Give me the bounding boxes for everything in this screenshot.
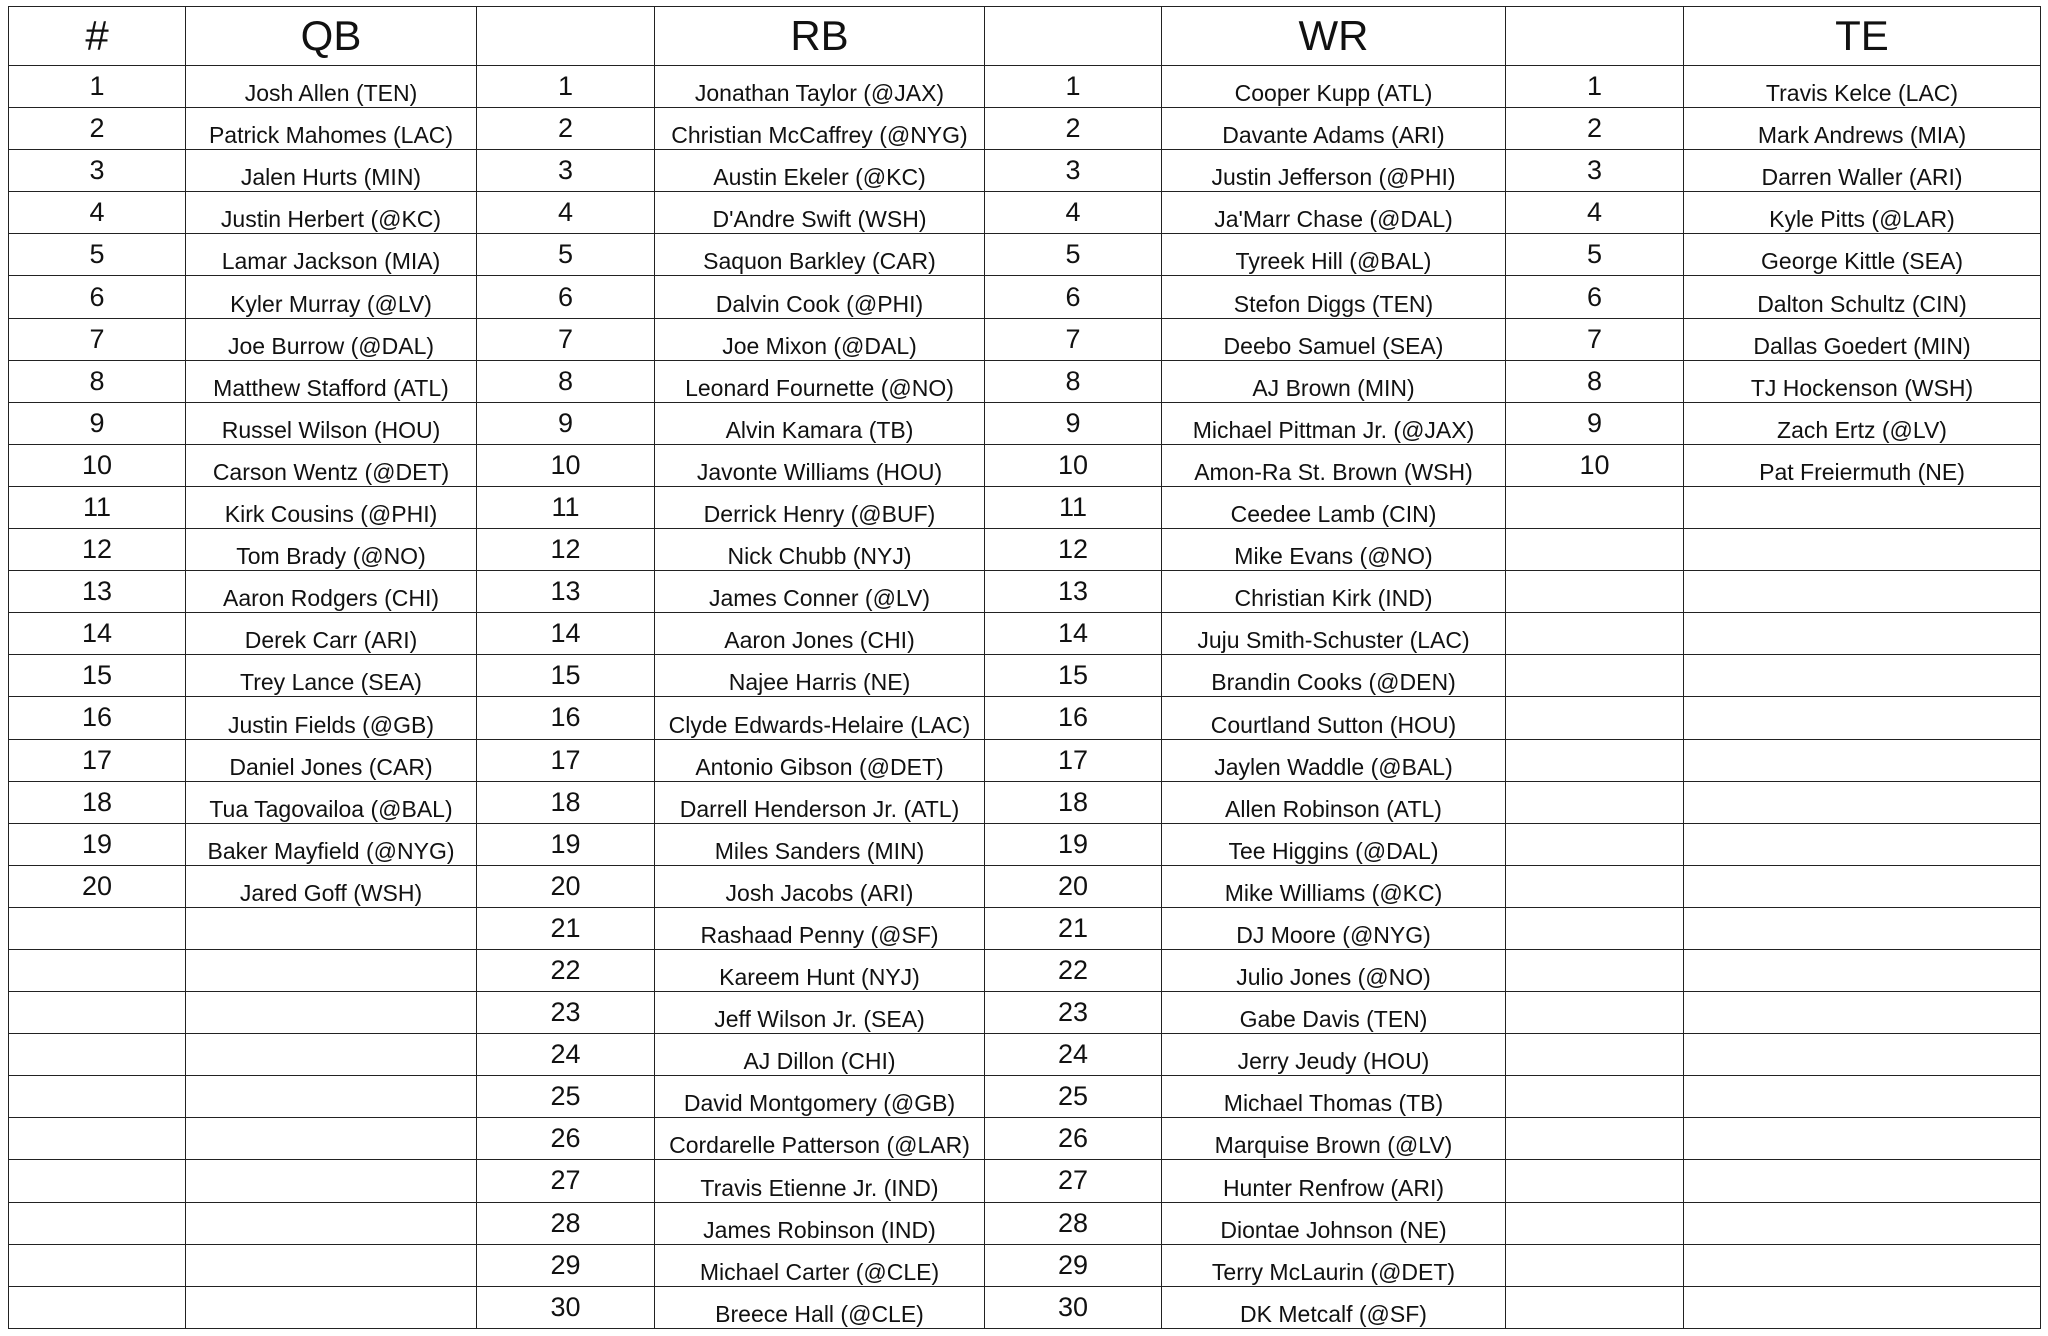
te-rank-cell[interactable] [1506, 823, 1684, 865]
rb-rank-cell[interactable]: 6 [477, 276, 655, 318]
table-row [9, 150, 2041, 192]
rb-rank-cell[interactable]: 20 [477, 865, 655, 907]
te-rank-cell[interactable] [1506, 865, 1684, 907]
wr-rank-cell[interactable]: 25 [985, 1076, 1162, 1118]
te-rank-cell[interactable]: 3 [1506, 150, 1684, 192]
qb-player-cell[interactable]: Carson Wentz (@DET) [186, 444, 477, 486]
qb-rank-cell[interactable] [9, 992, 186, 1034]
table-row [9, 276, 2041, 318]
qb-rank-cell[interactable] [9, 1160, 186, 1202]
qb-player-cell[interactable]: Joe Burrow (@DAL) [186, 318, 477, 360]
te-rank-cell[interactable] [1506, 529, 1684, 571]
table-row [9, 992, 2041, 1034]
rb-rank-cell[interactable]: 7 [477, 318, 655, 360]
rb-player-cell[interactable]: James Robinson (IND) [655, 1202, 985, 1244]
rb-rank-cell[interactable]: 2 [477, 108, 655, 150]
rb-player-cell[interactable]: Saquon Barkley (CAR) [655, 234, 985, 276]
qb-player-cell[interactable] [186, 1202, 477, 1244]
te-rank-cell[interactable] [1506, 1160, 1684, 1202]
qb-player-cell[interactable]: Daniel Jones (CAR) [186, 739, 477, 781]
header-rb-rank[interactable] [477, 7, 655, 66]
qb-rank-cell[interactable]: 13 [9, 571, 186, 613]
rb-player-cell[interactable]: Javonte Williams (HOU) [655, 444, 985, 486]
qb-player-cell[interactable] [186, 907, 477, 949]
rb-rank-cell[interactable]: 14 [477, 613, 655, 655]
te-player-cell[interactable]: TJ Hockenson (WSH) [1684, 360, 2041, 402]
te-rank-cell[interactable] [1506, 655, 1684, 697]
wr-rank-cell[interactable]: 19 [985, 823, 1162, 865]
wr-rank-cell[interactable]: 4 [985, 192, 1162, 234]
rb-player-cell[interactable]: Leonard Fournette (@NO) [655, 360, 985, 402]
te-rank-cell[interactable]: 10 [1506, 444, 1684, 486]
te-player-cell[interactable] [1684, 571, 2041, 613]
header-wr[interactable]: WR [1162, 7, 1506, 66]
wr-rank-cell[interactable]: 30 [985, 1286, 1162, 1328]
header-te-rank[interactable] [1506, 7, 1684, 66]
qb-player-cell[interactable]: Jared Goff (WSH) [186, 865, 477, 907]
rb-player-cell[interactable]: Aaron Jones (CHI) [655, 613, 985, 655]
qb-rank-cell[interactable]: 7 [9, 318, 186, 360]
rb-player-cell[interactable]: Kareem Hunt (NYJ) [655, 949, 985, 991]
te-rank-cell[interactable]: 8 [1506, 360, 1684, 402]
wr-player-cell[interactable]: Michael Thomas (TB) [1162, 1076, 1506, 1118]
rb-player-cell[interactable]: Austin Ekeler (@KC) [655, 150, 985, 192]
qb-player-cell[interactable] [186, 1160, 477, 1202]
te-rank-cell[interactable] [1506, 781, 1684, 823]
qb-rank-cell[interactable] [9, 1118, 186, 1160]
qb-rank-cell[interactable]: 10 [9, 444, 186, 486]
te-rank-cell[interactable]: 4 [1506, 192, 1684, 234]
wr-player-cell[interactable]: Brandin Cooks (@DEN) [1162, 655, 1506, 697]
rb-player-cell[interactable]: Najee Harris (NE) [655, 655, 985, 697]
qb-rank-cell[interactable]: 15 [9, 655, 186, 697]
te-player-cell[interactable] [1684, 529, 2041, 571]
rb-player-cell[interactable]: Dalvin Cook (@PHI) [655, 276, 985, 318]
qb-rank-cell[interactable]: 19 [9, 823, 186, 865]
wr-player-cell[interactable]: Justin Jefferson (@PHI) [1162, 150, 1506, 192]
wr-player-cell[interactable]: DK Metcalf (@SF) [1162, 1286, 1506, 1328]
rb-player-cell[interactable]: Josh Jacobs (ARI) [655, 865, 985, 907]
wr-rank-cell[interactable]: 28 [985, 1202, 1162, 1244]
table-row [9, 234, 2041, 276]
rb-rank-cell[interactable]: 18 [477, 781, 655, 823]
wr-player-cell[interactable]: Julio Jones (@NO) [1162, 949, 1506, 991]
qb-player-cell[interactable]: Tom Brady (@NO) [186, 529, 477, 571]
table-row [9, 360, 2041, 402]
qb-rank-cell[interactable] [9, 1034, 186, 1076]
rb-player-cell[interactable]: Clyde Edwards-Helaire (LAC) [655, 697, 985, 739]
rb-rank-cell[interactable]: 21 [477, 907, 655, 949]
wr-player-cell[interactable]: Jerry Jeudy (HOU) [1162, 1034, 1506, 1076]
rb-player-cell[interactable]: Rashaad Penny (@SF) [655, 907, 985, 949]
table-row [9, 655, 2041, 697]
wr-rank-cell[interactable]: 24 [985, 1034, 1162, 1076]
qb-rank-cell[interactable] [9, 1202, 186, 1244]
table-row [9, 697, 2041, 739]
wr-rank-cell[interactable]: 12 [985, 529, 1162, 571]
te-rank-cell[interactable] [1506, 1244, 1684, 1286]
rb-player-cell[interactable]: D'Andre Swift (WSH) [655, 192, 985, 234]
rb-rank-cell[interactable]: 1 [477, 66, 655, 108]
rb-rank-cell[interactable]: 16 [477, 697, 655, 739]
qb-rank-cell[interactable]: 9 [9, 402, 186, 444]
rb-rank-cell[interactable]: 17 [477, 739, 655, 781]
wr-player-cell[interactable]: Deebo Samuel (SEA) [1162, 318, 1506, 360]
rb-player-cell[interactable]: AJ Dillon (CHI) [655, 1034, 985, 1076]
wr-rank-cell[interactable]: 7 [985, 318, 1162, 360]
qb-rank-cell[interactable]: 4 [9, 192, 186, 234]
rb-player-cell[interactable]: Alvin Kamara (TB) [655, 402, 985, 444]
qb-player-cell[interactable]: Justin Herbert (@KC) [186, 192, 477, 234]
wr-rank-cell[interactable]: 10 [985, 444, 1162, 486]
rb-player-cell[interactable]: Breece Hall (@CLE) [655, 1286, 985, 1328]
qb-rank-cell[interactable] [9, 949, 186, 991]
wr-rank-cell[interactable]: 18 [985, 781, 1162, 823]
table-row [9, 613, 2041, 655]
te-player-cell[interactable] [1684, 739, 2041, 781]
qb-player-cell[interactable] [186, 992, 477, 1034]
wr-rank-cell[interactable]: 1 [985, 66, 1162, 108]
rb-rank-cell[interactable]: 4 [477, 192, 655, 234]
wr-player-cell[interactable]: Allen Robinson (ATL) [1162, 781, 1506, 823]
te-rank-cell[interactable] [1506, 1034, 1684, 1076]
te-rank-cell[interactable] [1506, 1076, 1684, 1118]
qb-rank-cell[interactable] [9, 1244, 186, 1286]
header-rank[interactable]: # [9, 7, 186, 66]
te-player-cell[interactable] [1684, 907, 2041, 949]
header-qb[interactable]: QB [186, 7, 477, 66]
wr-player-cell[interactable]: AJ Brown (MIN) [1162, 360, 1506, 402]
rb-rank-cell[interactable]: 12 [477, 529, 655, 571]
rb-player-cell[interactable]: Darrell Henderson Jr. (ATL) [655, 781, 985, 823]
rb-player-cell[interactable]: Joe Mixon (@DAL) [655, 318, 985, 360]
wr-rank-cell[interactable]: 23 [985, 992, 1162, 1034]
te-player-cell[interactable] [1684, 655, 2041, 697]
rb-rank-cell[interactable]: 24 [477, 1034, 655, 1076]
header-row [9, 7, 2041, 66]
rb-rank-cell[interactable]: 23 [477, 992, 655, 1034]
rankings-table [8, 6, 2041, 1329]
table-row [9, 739, 2041, 781]
rb-player-cell[interactable]: Jonathan Taylor (@JAX) [655, 66, 985, 108]
wr-player-cell[interactable]: Terry McLaurin (@DET) [1162, 1244, 1506, 1286]
rankings-body [9, 66, 2041, 1329]
table-row [9, 486, 2041, 528]
wr-rank-cell[interactable]: 26 [985, 1118, 1162, 1160]
qb-player-cell[interactable] [186, 1286, 477, 1328]
te-player-cell[interactable] [1684, 1160, 2041, 1202]
wr-rank-cell[interactable]: 17 [985, 739, 1162, 781]
wr-player-cell[interactable]: Juju Smith-Schuster (LAC) [1162, 613, 1506, 655]
qb-player-cell[interactable]: Kyler Murray (@LV) [186, 276, 477, 318]
wr-player-cell[interactable]: Diontae Johnson (NE) [1162, 1202, 1506, 1244]
table-row [9, 1202, 2041, 1244]
te-player-cell[interactable] [1684, 613, 2041, 655]
wr-rank-cell[interactable]: 20 [985, 865, 1162, 907]
qb-rank-cell[interactable] [9, 1286, 186, 1328]
rb-player-cell[interactable]: James Conner (@LV) [655, 571, 985, 613]
table-row [9, 571, 2041, 613]
wr-player-cell[interactable]: Davante Adams (ARI) [1162, 108, 1506, 150]
wr-rank-cell[interactable]: 16 [985, 697, 1162, 739]
wr-player-cell[interactable]: Stefon Diggs (TEN) [1162, 276, 1506, 318]
table-row [9, 1244, 2041, 1286]
qb-rank-cell[interactable]: 11 [9, 486, 186, 528]
te-player-cell[interactable] [1684, 1286, 2041, 1328]
qb-rank-cell[interactable]: 12 [9, 529, 186, 571]
te-rank-cell[interactable]: 9 [1506, 402, 1684, 444]
te-player-cell[interactable] [1684, 1202, 2041, 1244]
table-row [9, 781, 2041, 823]
rb-rank-cell[interactable]: 30 [477, 1286, 655, 1328]
wr-player-cell[interactable]: Ceedee Lamb (CIN) [1162, 486, 1506, 528]
table-row [9, 907, 2041, 949]
te-player-cell[interactable]: Zach Ertz (@LV) [1684, 402, 2041, 444]
rb-player-cell[interactable]: Nick Chubb (NYJ) [655, 529, 985, 571]
qb-rank-cell[interactable] [9, 907, 186, 949]
qb-rank-cell[interactable]: 5 [9, 234, 186, 276]
te-player-cell[interactable] [1684, 1034, 2041, 1076]
rb-rank-cell[interactable]: 9 [477, 402, 655, 444]
qb-rank-cell[interactable]: 14 [9, 613, 186, 655]
te-rank-cell[interactable] [1506, 1286, 1684, 1328]
qb-player-cell[interactable] [186, 949, 477, 991]
rb-rank-cell[interactable]: 28 [477, 1202, 655, 1244]
te-player-cell[interactable]: George Kittle (SEA) [1684, 234, 2041, 276]
te-rank-cell[interactable]: 5 [1506, 234, 1684, 276]
wr-player-cell[interactable]: Tee Higgins (@DAL) [1162, 823, 1506, 865]
wr-player-cell[interactable]: Christian Kirk (IND) [1162, 571, 1506, 613]
te-player-cell[interactable] [1684, 949, 2041, 991]
wr-player-cell[interactable]: Cooper Kupp (ATL) [1162, 66, 1506, 108]
rb-rank-cell[interactable]: 22 [477, 949, 655, 991]
te-player-cell[interactable] [1684, 992, 2041, 1034]
te-player-cell[interactable]: Mark Andrews (MIA) [1684, 108, 2041, 150]
table-row [9, 444, 2041, 486]
te-rank-cell[interactable] [1506, 907, 1684, 949]
wr-player-cell[interactable]: Marquise Brown (@LV) [1162, 1118, 1506, 1160]
rb-player-cell[interactable]: Jeff Wilson Jr. (SEA) [655, 992, 985, 1034]
te-rank-cell[interactable] [1506, 486, 1684, 528]
te-rank-cell[interactable] [1506, 992, 1684, 1034]
te-rank-cell[interactable] [1506, 1118, 1684, 1160]
rb-rank-cell[interactable]: 27 [477, 1160, 655, 1202]
qb-player-cell[interactable]: Trey Lance (SEA) [186, 655, 477, 697]
qb-rank-cell[interactable] [9, 1076, 186, 1118]
te-player-cell[interactable]: Pat Freiermuth (NE) [1684, 444, 2041, 486]
rb-rank-cell[interactable]: 5 [477, 234, 655, 276]
te-player-cell[interactable]: Darren Waller (ARI) [1684, 150, 2041, 192]
wr-rank-cell[interactable]: 6 [985, 276, 1162, 318]
wr-rank-cell[interactable]: 22 [985, 949, 1162, 991]
wr-rank-cell[interactable]: 14 [985, 613, 1162, 655]
rb-rank-cell[interactable]: 13 [477, 571, 655, 613]
wr-player-cell[interactable]: Jaylen Waddle (@BAL) [1162, 739, 1506, 781]
wr-player-cell[interactable]: Mike Evans (@NO) [1162, 529, 1506, 571]
rb-player-cell[interactable]: Travis Etienne Jr. (IND) [655, 1160, 985, 1202]
rb-rank-cell[interactable]: 3 [477, 150, 655, 192]
rb-rank-cell[interactable]: 11 [477, 486, 655, 528]
te-rank-cell[interactable]: 7 [1506, 318, 1684, 360]
qb-player-cell[interactable]: Derek Carr (ARI) [186, 613, 477, 655]
te-player-cell[interactable]: Dalton Schultz (CIN) [1684, 276, 2041, 318]
qb-player-cell[interactable]: Patrick Mahomes (LAC) [186, 108, 477, 150]
wr-rank-cell[interactable]: 11 [985, 486, 1162, 528]
wr-rank-cell[interactable]: 15 [985, 655, 1162, 697]
table-row [9, 1076, 2041, 1118]
rb-rank-cell[interactable]: 19 [477, 823, 655, 865]
qb-player-cell[interactable]: Kirk Cousins (@PHI) [186, 486, 477, 528]
wr-player-cell[interactable]: Hunter Renfrow (ARI) [1162, 1160, 1506, 1202]
rb-rank-cell[interactable]: 15 [477, 655, 655, 697]
table-row [9, 949, 2041, 991]
qb-player-cell[interactable]: Russel Wilson (HOU) [186, 402, 477, 444]
te-player-cell[interactable] [1684, 865, 2041, 907]
qb-rank-cell[interactable]: 20 [9, 865, 186, 907]
qb-rank-cell[interactable]: 16 [9, 697, 186, 739]
qb-player-cell[interactable]: Tua Tagovailoa (@BAL) [186, 781, 477, 823]
qb-player-cell[interactable]: Jalen Hurts (MIN) [186, 150, 477, 192]
qb-player-cell[interactable] [186, 1034, 477, 1076]
qb-player-cell[interactable] [186, 1118, 477, 1160]
te-player-cell[interactable] [1684, 1076, 2041, 1118]
te-player-cell[interactable]: Dallas Goedert (MIN) [1684, 318, 2041, 360]
qb-player-cell[interactable]: Matthew Stafford (ATL) [186, 360, 477, 402]
rb-player-cell[interactable]: Antonio Gibson (@DET) [655, 739, 985, 781]
qb-player-cell[interactable] [186, 1076, 477, 1118]
wr-rank-cell[interactable]: 21 [985, 907, 1162, 949]
header-rb[interactable]: RB [655, 7, 985, 66]
table-row [9, 318, 2041, 360]
te-rank-cell[interactable] [1506, 949, 1684, 991]
te-rank-cell[interactable] [1506, 1202, 1684, 1244]
te-rank-cell[interactable] [1506, 613, 1684, 655]
rb-player-cell[interactable]: Michael Carter (@CLE) [655, 1244, 985, 1286]
te-rank-cell[interactable]: 6 [1506, 276, 1684, 318]
te-player-cell[interactable] [1684, 823, 2041, 865]
te-rank-cell[interactable] [1506, 571, 1684, 613]
wr-player-cell[interactable]: Michael Pittman Jr. (@JAX) [1162, 402, 1506, 444]
wr-player-cell[interactable]: Mike Williams (@KC) [1162, 865, 1506, 907]
rb-rank-cell[interactable]: 25 [477, 1076, 655, 1118]
te-rank-cell[interactable]: 2 [1506, 108, 1684, 150]
table-row [9, 192, 2041, 234]
qb-rank-cell[interactable]: 1 [9, 66, 186, 108]
te-rank-cell[interactable] [1506, 739, 1684, 781]
wr-rank-cell[interactable]: 27 [985, 1160, 1162, 1202]
rb-rank-cell[interactable]: 29 [477, 1244, 655, 1286]
wr-player-cell[interactable]: Courtland Sutton (HOU) [1162, 697, 1506, 739]
te-player-cell[interactable]: Kyle Pitts (@LAR) [1684, 192, 2041, 234]
table-row [9, 1160, 2041, 1202]
qb-player-cell[interactable]: Lamar Jackson (MIA) [186, 234, 477, 276]
wr-rank-cell[interactable]: 9 [985, 402, 1162, 444]
wr-rank-cell[interactable]: 13 [985, 571, 1162, 613]
te-player-cell[interactable] [1684, 697, 2041, 739]
table-row [9, 1034, 2041, 1076]
wr-player-cell[interactable]: DJ Moore (@NYG) [1162, 907, 1506, 949]
header-wr-rank[interactable] [985, 7, 1162, 66]
qb-player-cell[interactable]: Baker Mayfield (@NYG) [186, 823, 477, 865]
qb-rank-cell[interactable]: 6 [9, 276, 186, 318]
rb-rank-cell[interactable]: 8 [477, 360, 655, 402]
wr-rank-cell[interactable]: 3 [985, 150, 1162, 192]
table-row [9, 1118, 2041, 1160]
qb-player-cell[interactable]: Justin Fields (@GB) [186, 697, 477, 739]
header-te[interactable]: TE [1684, 7, 2041, 66]
te-rank-cell[interactable]: 1 [1506, 66, 1684, 108]
wr-player-cell[interactable]: Gabe Davis (TEN) [1162, 992, 1506, 1034]
table-row [9, 66, 2041, 108]
table-row [9, 1286, 2041, 1328]
wr-rank-cell[interactable]: 2 [985, 108, 1162, 150]
te-player-cell[interactable] [1684, 781, 2041, 823]
wr-player-cell[interactable]: Amon-Ra St. Brown (WSH) [1162, 444, 1506, 486]
rb-player-cell[interactable]: Cordarelle Patterson (@LAR) [655, 1118, 985, 1160]
rb-player-cell[interactable]: David Montgomery (@GB) [655, 1076, 985, 1118]
qb-player-cell[interactable] [186, 1244, 477, 1286]
table-row [9, 402, 2041, 444]
rb-player-cell[interactable]: Christian McCaffrey (@NYG) [655, 108, 985, 150]
qb-rank-cell[interactable]: 17 [9, 739, 186, 781]
rb-player-cell[interactable]: Derrick Henry (@BUF) [655, 486, 985, 528]
qb-player-cell[interactable]: Josh Allen (TEN) [186, 66, 477, 108]
wr-rank-cell[interactable]: 8 [985, 360, 1162, 402]
table-row [9, 108, 2041, 150]
table-row [9, 823, 2041, 865]
qb-rank-cell[interactable]: 3 [9, 150, 186, 192]
qb-player-cell[interactable]: Aaron Rodgers (CHI) [186, 571, 477, 613]
rb-rank-cell[interactable]: 10 [477, 444, 655, 486]
rb-player-cell[interactable]: Miles Sanders (MIN) [655, 823, 985, 865]
wr-rank-cell[interactable]: 5 [985, 234, 1162, 276]
wr-player-cell[interactable]: Tyreek Hill (@BAL) [1162, 234, 1506, 276]
table-row [9, 865, 2041, 907]
wr-rank-cell[interactable]: 29 [985, 1244, 1162, 1286]
qb-rank-cell[interactable]: 18 [9, 781, 186, 823]
table-row [9, 529, 2041, 571]
qb-rank-cell[interactable]: 2 [9, 108, 186, 150]
qb-rank-cell[interactable]: 8 [9, 360, 186, 402]
rb-rank-cell[interactable]: 26 [477, 1118, 655, 1160]
te-player-cell[interactable] [1684, 1118, 2041, 1160]
te-player-cell[interactable] [1684, 1244, 2041, 1286]
te-player-cell[interactable] [1684, 486, 2041, 528]
te-rank-cell[interactable] [1506, 697, 1684, 739]
wr-player-cell[interactable]: Ja'Marr Chase (@DAL) [1162, 192, 1506, 234]
te-player-cell[interactable]: Travis Kelce (LAC) [1684, 66, 2041, 108]
